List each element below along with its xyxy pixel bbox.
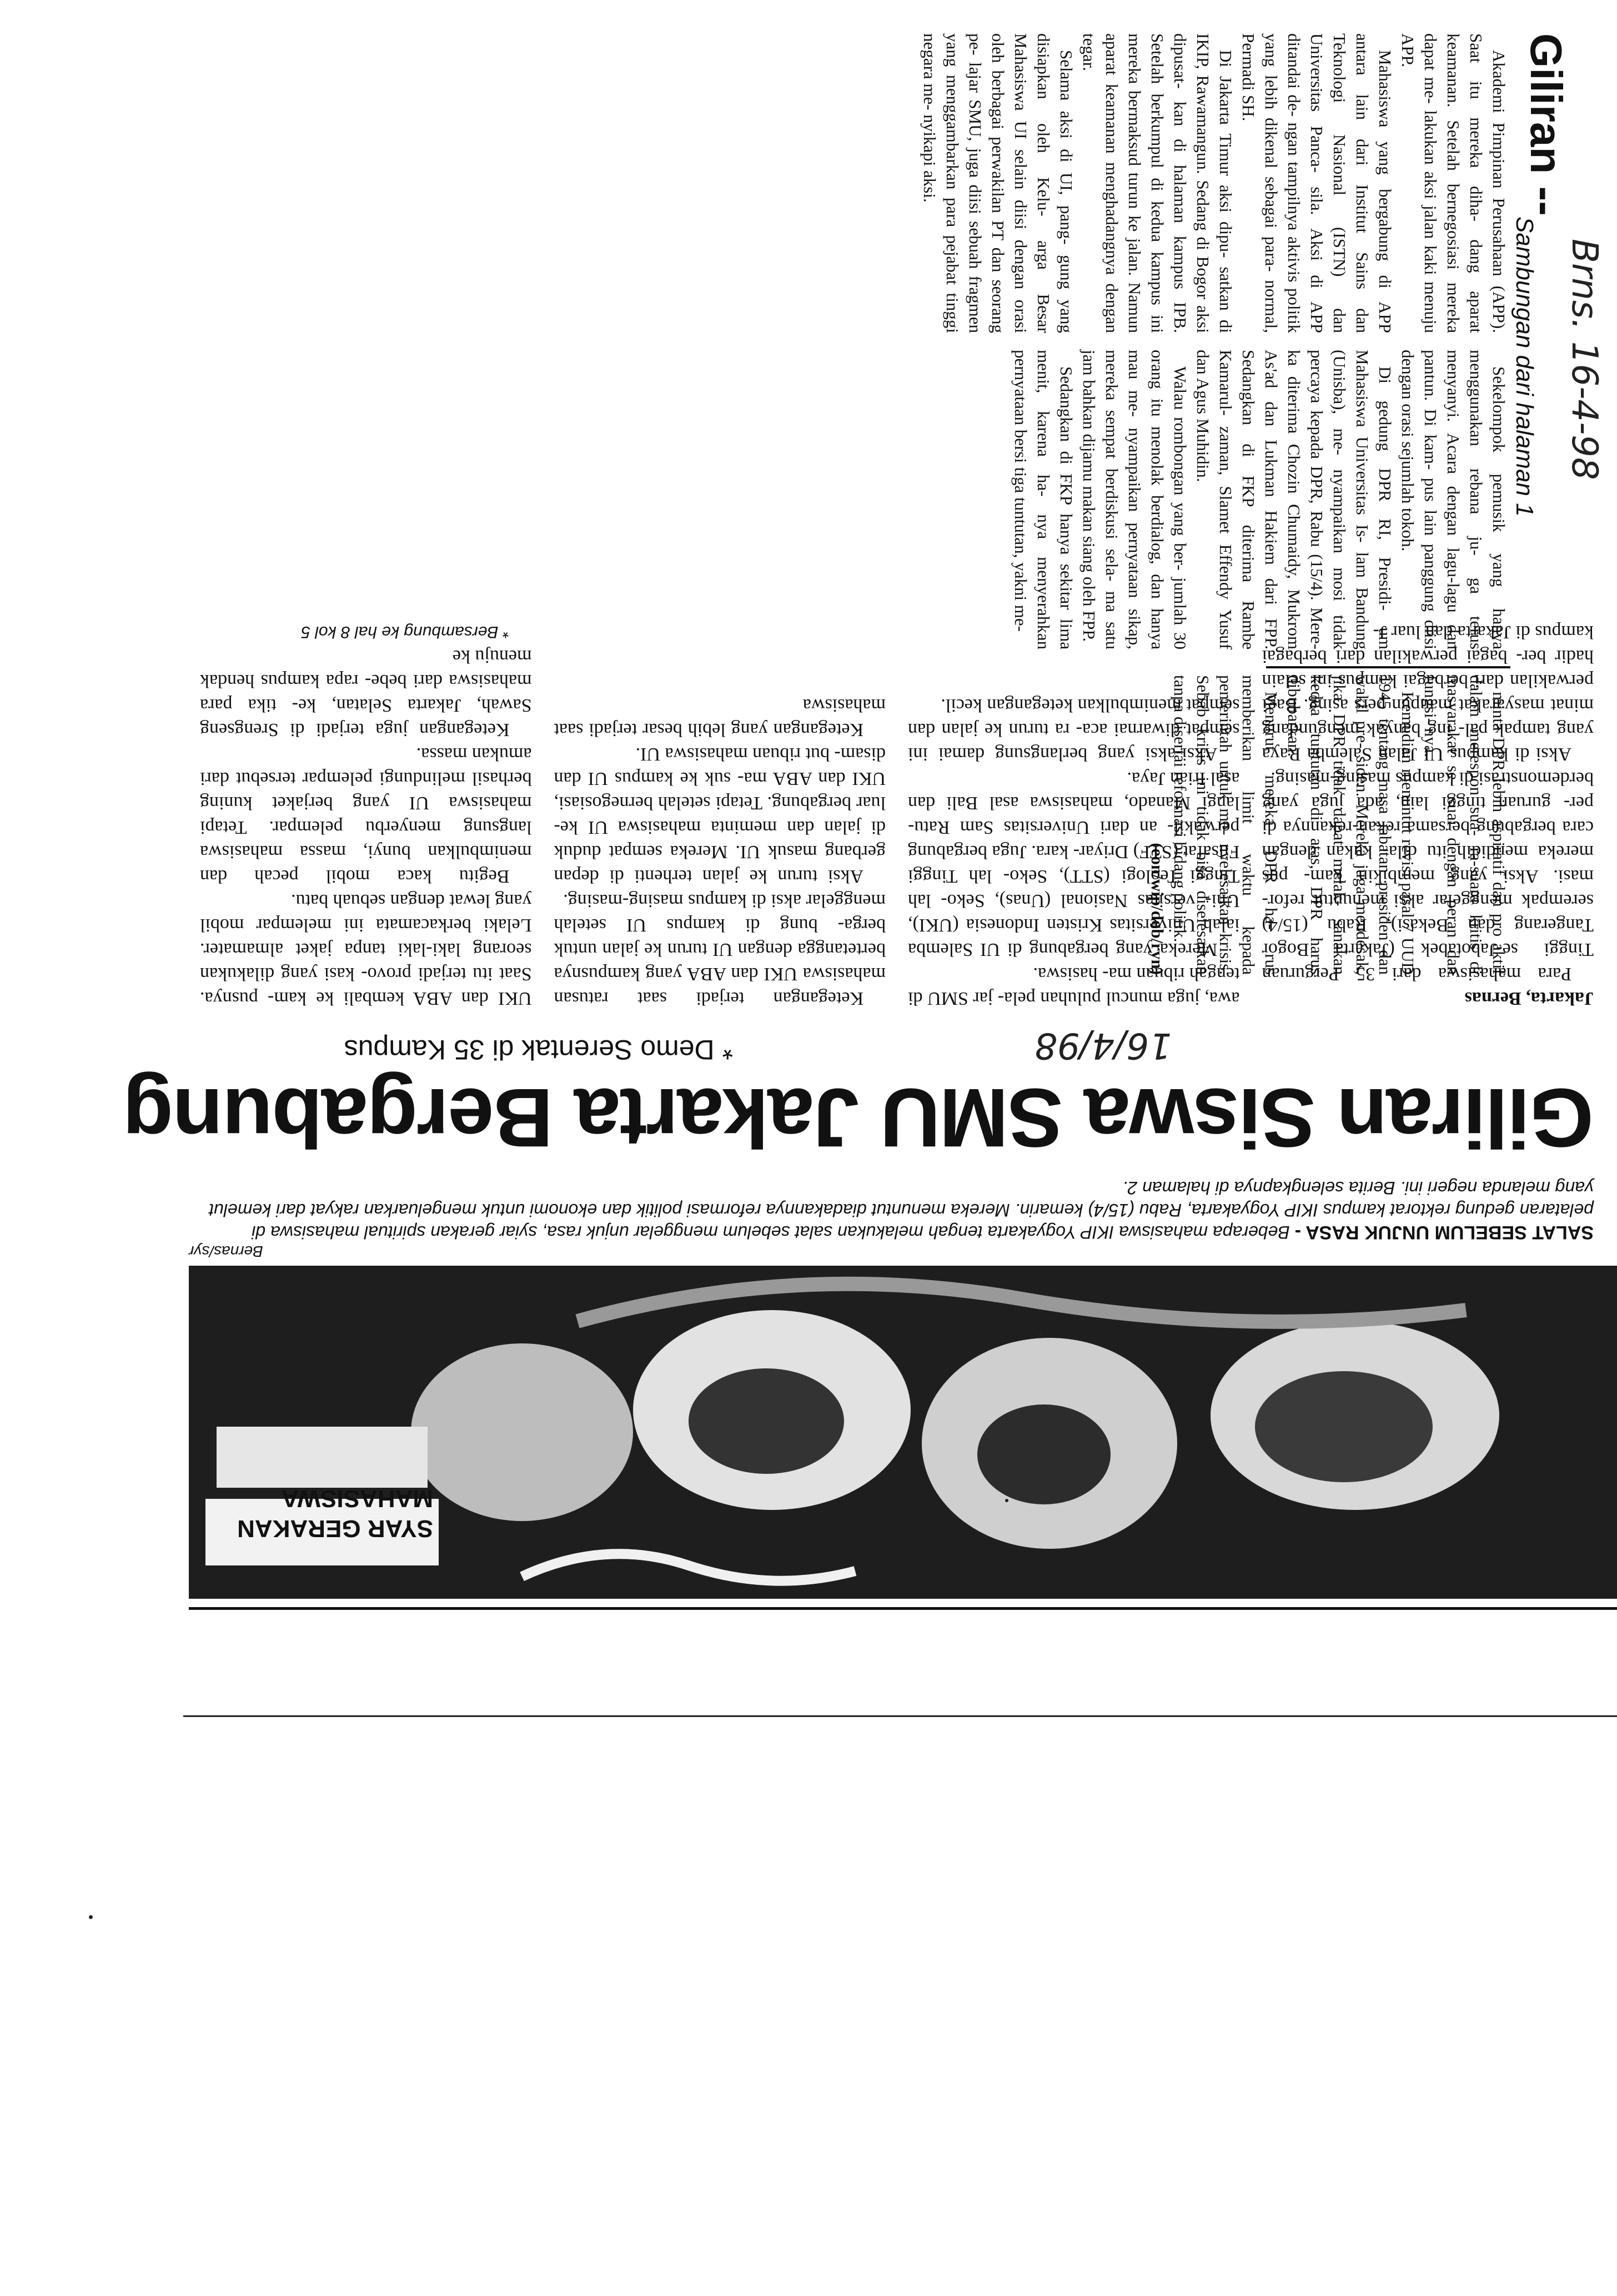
- scan-speck: [1038, 1332, 1043, 1337]
- paragraph: Menurut mereka DPR ha- rus memberikan limit waktu kepada pemerintah untuk me- nyelesaikan krisis. Sebab krisis ini tidak bisa diselesaikan tanpa disertai reformasi bidang politik.: [1171, 675, 1281, 975]
- continuation-title: Giliran --: [1521, 33, 1571, 216]
- paragraph: Begitu kaca mobil pecah dan menimbulkan bunyi, massa mahasiswa langsung menyerbu pelempar. Tetapi mahasiswa UI yang berjaket kuning berhasil melindungi pelempar tersebut dari amukan massa.: [200, 744, 532, 887]
- paragraph: Sekelompok pemusik yang hanya menggunakan rebana ju- ga terus menyanyi. Acara dengan lagu-lagu dan pantun. Di kam- pus lain panggung diisi dengan orasi sejumlah tokoh.: [1398, 350, 1509, 649]
- article-body: [200, 178, 1594, 1010]
- dateline: Jakarta, Bernas: [1464, 988, 1594, 1009]
- paragraph: Walau rombongan yang ber- jumlah 30 orang itu menolak berdialog, dan hanya mau me- nyampaikan pernyataan sikap, mereka sempat berdiskusi sela- ma satu jam bahkan dijamu makan siang oleh FPP.: [1079, 350, 1190, 649]
- paragraph: Mahasiswa yang bergabung di APP antara lain dari Institut Sains dan Teknologi Nasional (ISTN) dan Universitas Panca- sila. Aksi di APP ditandai de- ngan tampilnya aktivis politik yang lebih dikenal sebagai para- normal, Permadi SH.: [1239, 33, 1395, 333]
- news-photo: [189, 1266, 1617, 1599]
- paragraph: Para mahasiswa dari 35 Perguruan Tinggi se-Jabotabek (Jakarta Bogor Tangerang dan Bekasi), Rabu (15/4) serempak menggelar aksi menuntut refor- masi. Aksi yang membikin kam- pus mereka mendidih itu dila- kukan dengan cara bergabung bersama rekan-rekannya di per- guruan tinggi lain, ada juga yang berdemonstrasi di kampus masing-masing.: [1262, 768, 1594, 984]
- paragraph: Ketegangan juga terjadi di Srengseng Sawah, Jakarta Selatan, ke- tika para mahasiswa dari bebe- rapa kampus hendak menuju ke: [200, 646, 532, 740]
- paragraph: Aksi di kampus UI Jalan Salemba Raya yang tampak pal- ing banyak mengundang minat masyarakat maupun pers asing. Bagi perwakilan dari berbagai kampus ini selain hadir ber- bagai perwakilan dari berbagai kampus di Jakarta dan luar J-: [1262, 622, 1594, 764]
- photo-banner-text: SYAR GERAKAN MAHASISWA: [237, 1485, 433, 1542]
- headline: Giliran Siswa SMU Jakarta Bergabung: [123, 1071, 1594, 1165]
- caption-lead: SALAT SEBELUM UNJUK RASA -: [1294, 1222, 1594, 1243]
- article-column-3: [554, 178, 886, 1010]
- bottom-rule: [183, 1715, 1617, 1717]
- paragraph: Di gedung DPR RI, Presidi- um Mahasiswa Universitas Is- lam Bandung (Unisba), me- nyampaikan mosi tidak percaya kepada DPR, Rabu (15/4). Mere- ka diterima Chozin Chumaidy, Mukrom As'ad dan Lukman Hakiem dari FPP. Sedangkan di FKP diterima Rambe Kamarul- zaman, Slamet Effendy Yusuf dan Agus Muhidin.: [1193, 350, 1395, 649]
- article-column-2: [908, 178, 1240, 1010]
- top-rule: [189, 1607, 1617, 1610]
- paragraph: Akademi Pimpinan Perusahaan (APP). Saat itu mereka diha- dang aparat keamanan. Setelah bernegosiasi mereka dapat me- lakukan aksi jalan kaki menuju APP.: [1398, 33, 1509, 333]
- author-signature: (eon/wip/dob/ryn): [1148, 843, 1167, 975]
- continuation-source-note: Sambungan dari halaman 1: [1511, 216, 1538, 517]
- paragraph: awa, juga muncul puluhan pela- jar SMU di tengah ribuan ma- hasiswa.: [908, 964, 1240, 1009]
- paragraph: minta DPR lebih aspiratif dan pro aktif dalam merespon sua- ra-suara kritis di masyarakat se- suai dengan peran dan fungsi- nya.: [1421, 675, 1509, 975]
- paragraph: Mereka yang bergabung di UI Salemba ialah Universitas Kristen Indonesia (UKI), Uni- versitas Nasional (Unas), Seko- lah Tinggi Teologi (STT), Seko- lah Tinggi Filsafat (STF) Driyar- kara. Juga bergabung perwakil- an dari Universitas Sam Ratu- langi Manado, mahasiswa asal Bali dan asal Irian Jaya.: [908, 768, 1240, 960]
- paragraph: UKI dan ABA kembali ke kam- pusnya. Saat itu terjadi provo- kasi yang dilakukan seorang laki-laki tanpa jaket almamater. Lelaki berkacamata ini melempar mobil yang lewat dengan sebuah batu.: [200, 890, 532, 1009]
- subheadline: * Demo Serentak di 35 Kampus: [344, 1034, 733, 1065]
- handwritten-date-mid: 16/4/98: [1035, 1025, 1172, 1066]
- photo-illustration: [189, 1266, 1617, 1599]
- paragraph: Di Jakarta Timur aksi dipu- satkan di IKIP, Rawamangun. Sedang di Bogor aksi dipusat- kan di halaman kampus IPB. Setelah berkumpul di kedua kampus ini mereka bermaksud turun ke jalan. Namun aparat keamanan menghadangnya dengan tegar.: [1079, 33, 1236, 333]
- main-clipping: [123, 155, 1617, 1610]
- continued-note: * Bersambung ke hal 8 kol 5: [301, 623, 510, 641]
- scan-speck: [89, 1915, 93, 1919]
- caption-text: Beberapa mahasiswa IKIP Yogyakarta tengah melakukan salat sebelum menggelar unjuk rasa, syiar gerakan spiritual mahasiswa di pelataran gedung rektorat kampus IKIP Yogyakarta, Rabu (15/4) kemarin. Mereka menuntut diadakannya reformasi politik dan ekonomi untuk mengeluarkan rakyat dari kemelut yang melanda negeri ini. Berita selengkapnya di halaman 2.: [209, 1178, 1594, 1242]
- paragraph: Ketegangan terjadi saat ratusan mahasiswa UKI dan ABA yang kampusnya bertetangga dengan UI turun ke jalan untuk berga- bung di kampus UI setelah menggelar aksi di kampus masing-masing.: [554, 890, 886, 1009]
- photo-caption: [194, 1177, 1594, 1243]
- paragraph: Ketegangan yang lebih besar terjadi saat mahasiswa: [554, 695, 886, 740]
- handwritten-date-top: Brns. 16-4-98: [1564, 239, 1605, 480]
- article-column-4: [200, 178, 532, 1010]
- paragraph: Kemudian menuntut revisi pasal 7 UUD 1945 tentang masa jabatan presiden dan wakil pre- siden. Mereka juga mendesak, jika DPR tidak dapat melak- sanakan kedua tuntutan di atas, DPR harus dibubarkan.: [1284, 675, 1418, 975]
- paragraph: [1262, 986, 1594, 1010]
- paragraph: Aksi-aksi yang berlangsung damai ini sempat diwarnai aca- ra turun ke jalan dan sempat menimbulkan ketegangan kecil.: [908, 695, 1240, 764]
- paragraph: Sedangkan di FKP hanya sekitar lima menit, karena ha- nya menyerahkan pernyataan bersi tiga tuntutan, yakni me-: [1011, 350, 1076, 649]
- photo-credit: Bernas/syr: [189, 1243, 263, 1260]
- scan-speck: [1005, 1499, 1008, 1502]
- paragraph: Selama aksi di UI, pang- gung yang disiapkan oleh Kelu- arga Besar Mahasiswa UI selain diisi dengan orasi oleh berbagai perwakilan PT dan seorang pe- lajar SMU, juga diisi sebuah fragmen yang menggambarkan para pejabat tinggi negara me- nyikapi aksi.: [920, 33, 1076, 333]
- article-column-1: [1262, 178, 1594, 1010]
- paragraph: Aksi turun ke jalan terhenti di depan gerbang masuk UI. Mereka sempat duduk di jalan dan meminta mahasiswa UI ke- luar bergabung. Tetapi setelah bernegosiasi, UKI dan ABA ma- suk ke kampus UI dan disam- but ribuan mahasiswa UI.: [554, 744, 886, 887]
